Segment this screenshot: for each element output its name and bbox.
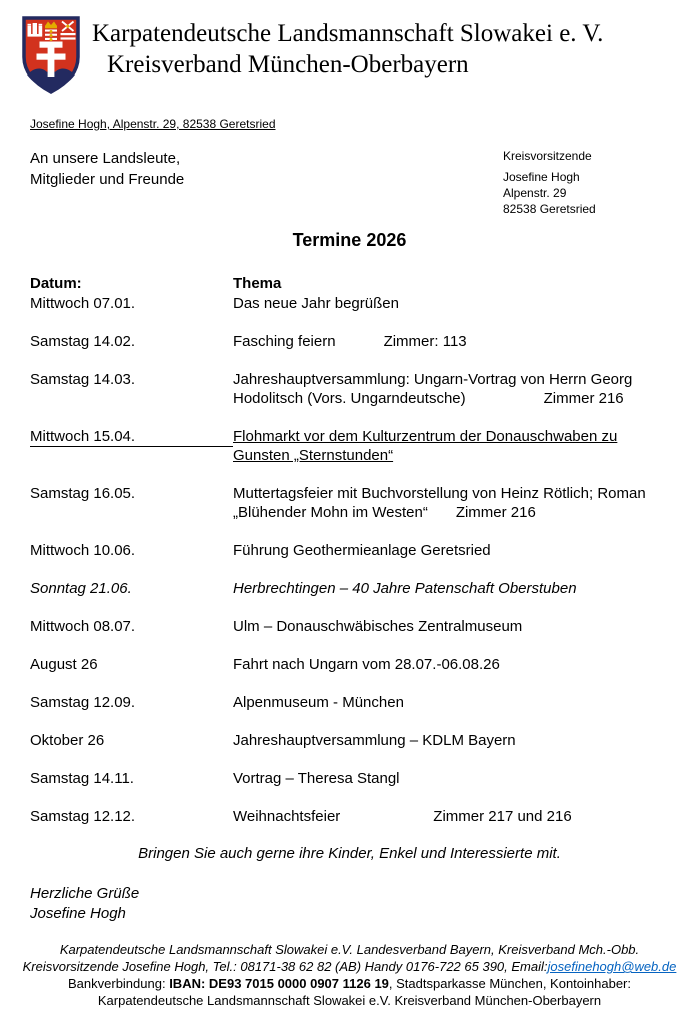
event-topic: Ulm – Donauschwäbisches Zentralmuseum bbox=[233, 618, 523, 635]
org-name-line2: Kreisverband München-Oberbayern bbox=[107, 51, 469, 78]
event-topic: Flohmarkt vor dem Kulturzentrum der Donauschwaben zu Gunsten „Sternstunden“ bbox=[233, 428, 618, 464]
letterhead bbox=[0, 0, 699, 100]
event-topic: Muttertagsfeier mit Buchvorstellung von Heinz Rötlich; Roman „Blühender Mohn im Westen“ Zimmer 216 bbox=[233, 485, 646, 521]
contact-role: Kreisvorsitzende bbox=[503, 149, 592, 163]
email-link[interactable]: josefinehogh@web.de bbox=[547, 959, 677, 974]
event-date: Samstag 14.02. bbox=[30, 333, 136, 350]
column-header-topic: Thema bbox=[233, 275, 282, 292]
footer bbox=[0, 941, 699, 1009]
event-topic: Fasching feiern Zimmer: 113 bbox=[233, 333, 467, 350]
footer-contact-line bbox=[0, 958, 699, 975]
recipient-block bbox=[30, 148, 184, 217]
event-date: Sonntag 21.06. bbox=[30, 580, 132, 597]
event-date: Samstag 14.03. bbox=[30, 371, 136, 388]
footer-bank-prefix: Bankverbindung: bbox=[68, 976, 170, 991]
footer-contact-text: Kreisvorsitzende Josefine Hogh, Tel.: 08171-38 62 82 (AB) Handy 0176-722 65 390, Email: bbox=[22, 959, 548, 974]
table-row bbox=[30, 693, 675, 712]
table-row bbox=[30, 294, 675, 313]
footer-org-line: Karpatendeutsche Landsmannschaft Slowakei e.V. Landesverband Bayern, Kreisverband Mch.-Obb. bbox=[59, 942, 640, 957]
event-date: Samstag 12.09. bbox=[30, 694, 136, 711]
recipient-line1: An unsere Landsleute, bbox=[30, 150, 181, 167]
schedule-table bbox=[30, 274, 675, 826]
footer-iban: IBAN: DE93 7015 0000 0907 1126 19 bbox=[169, 976, 389, 991]
event-topic: Weihnachtsfeier Zimmer 217 und 216 bbox=[233, 808, 572, 825]
table-row bbox=[30, 484, 675, 522]
event-date: Mittwoch 08.07. bbox=[30, 618, 136, 635]
contact-name: Josefine Hogh bbox=[503, 170, 580, 184]
event-topic: Jahreshauptversammlung: Ungarn-Vortrag von Herrn Georg Hodolitsch (Vors. Ungarndeutsche) Zimmer 216 bbox=[233, 371, 633, 407]
table-row bbox=[30, 655, 675, 674]
event-room-note: Zimmer 216 bbox=[455, 504, 536, 521]
footer-bank-suffix: , Stadtsparkasse München, Kontoinhaber: bbox=[388, 976, 631, 991]
event-date: Samstag 12.12. bbox=[30, 808, 136, 825]
contact-block bbox=[503, 148, 669, 217]
event-room-note: Zimmer 217 und 216 bbox=[433, 808, 572, 825]
table-row bbox=[30, 807, 675, 826]
table-row bbox=[30, 731, 675, 750]
contact-street: Alpenstr. 29 bbox=[503, 186, 567, 200]
event-topic: Alpenmuseum - München bbox=[233, 694, 404, 711]
table-row bbox=[30, 769, 675, 788]
signature-block bbox=[30, 884, 699, 924]
signature-greeting: Herzliche Grüße bbox=[30, 885, 140, 902]
table-row bbox=[30, 370, 675, 408]
event-topic: Herbrechtingen – 40 Jahre Patenschaft Oberstuben bbox=[233, 580, 577, 597]
event-date: Mittwoch 10.06. bbox=[30, 542, 136, 559]
table-body bbox=[30, 294, 675, 826]
signature-name: Josefine Hogh bbox=[30, 905, 126, 922]
event-room-note: Zimmer: 113 bbox=[383, 333, 467, 350]
recipient-line2: Mitglieder und Freunde bbox=[30, 171, 185, 188]
event-topic: Fahrt nach Ungarn vom 28.07.-06.08.26 bbox=[233, 656, 500, 673]
table-header-row bbox=[30, 274, 675, 293]
event-topic: Das neue Jahr begrüßen bbox=[233, 295, 399, 312]
event-date: Samstag 14.11. bbox=[30, 770, 134, 787]
event-date: August 26 bbox=[30, 656, 98, 673]
kdl-coat-of-arms-icon bbox=[20, 15, 82, 100]
column-header-date: Datum: bbox=[30, 275, 82, 292]
closing-note: Bringen Sie auch gerne ihre Kinder, Enkel und Interessierte mit. bbox=[138, 845, 561, 862]
organization-title bbox=[92, 18, 603, 80]
table-row bbox=[30, 332, 675, 351]
table-row bbox=[30, 541, 675, 560]
footer-bank-line bbox=[0, 975, 699, 992]
document-title: Termine 2026 bbox=[292, 230, 407, 250]
event-date: Oktober 26 bbox=[30, 732, 105, 749]
event-topic: Jahreshauptversammlung – KDLM Bayern bbox=[233, 732, 516, 749]
event-date: Samstag 16.05. bbox=[30, 485, 136, 502]
org-name-line1: Karpatendeutsche Landsmannschaft Slowakei e. V. bbox=[92, 20, 604, 47]
sender-address-line: Josefine Hogh, Alpenstr. 29, 82538 Geretsried bbox=[30, 117, 276, 131]
footer-account-holder-line: Karpatendeutsche Landsmannschaft Slowakei e.V. Kreisverband München-Oberbayern bbox=[97, 993, 602, 1008]
contact-city: 82538 Geretsried bbox=[503, 202, 596, 216]
event-topic: Führung Geothermieanlage Geretsried bbox=[233, 542, 491, 559]
table-row bbox=[30, 427, 675, 465]
address-section bbox=[30, 148, 669, 217]
event-date: Mittwoch 15.04. bbox=[30, 427, 233, 465]
table-row bbox=[30, 579, 675, 598]
table-row bbox=[30, 617, 675, 636]
event-date: Mittwoch 07.01. bbox=[30, 295, 136, 312]
event-topic: Vortrag – Theresa Stangl bbox=[233, 770, 400, 787]
event-room-note: Zimmer 216 bbox=[543, 390, 624, 407]
